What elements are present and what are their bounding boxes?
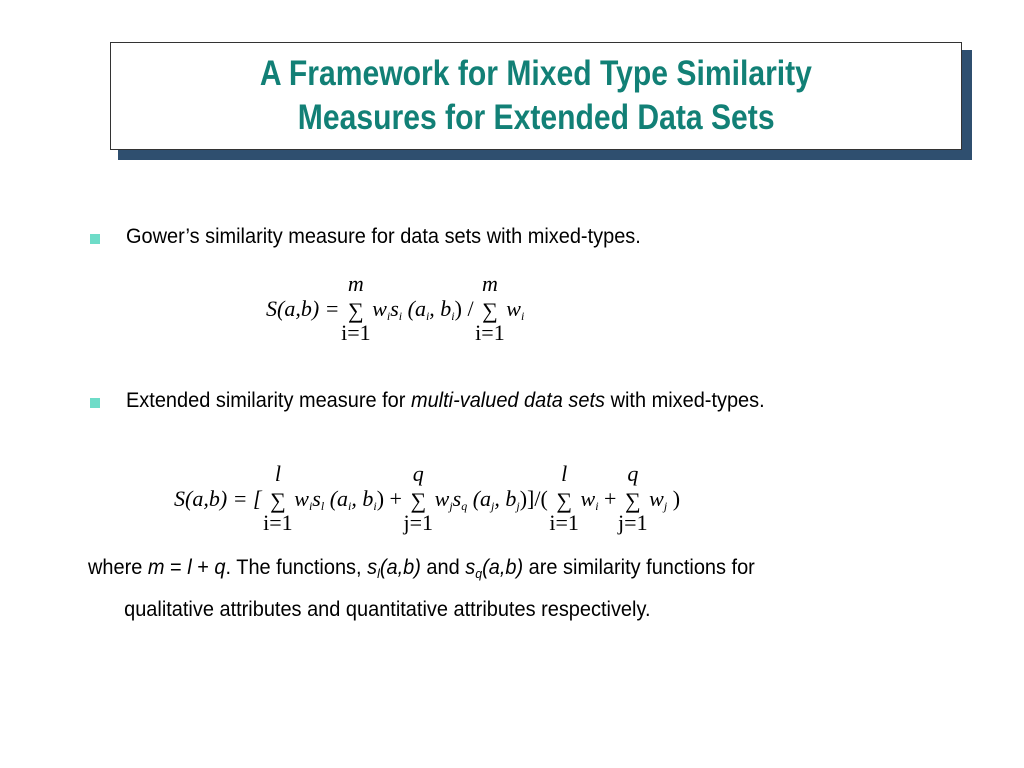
explanation-line-2: qualitative attributes and quantitative attributes respectively.: [124, 598, 651, 621]
slide-title-line-2: Measures for Extended Data Sets: [297, 98, 775, 137]
gower-formula: S(a,b) = m ∑ i=1 $w_is_i$ ($a_i$, $b_i$) / m ∑ i=1 $w_i$: [266, 270, 525, 345]
bullet-square-icon: [90, 234, 100, 244]
sum-symbol: m ∑ i=1: [475, 270, 505, 345]
slide-title-line-1: A Framework for Mixed Type Similarity: [260, 54, 812, 93]
sum-symbol: m ∑ i=1: [341, 270, 371, 345]
bullet-text-extended: Extended similarity measure for multi-valued data sets with mixed-types.: [126, 389, 765, 412]
bullet-text-gower: Gower’s similarity measure for data sets with mixed-types.: [126, 225, 641, 248]
sum-symbol: q ∑ j=1: [403, 460, 434, 535]
sum-symbol: q ∑ j=1: [618, 460, 648, 535]
slide-title-box: [110, 42, 962, 150]
extended-formula: S(a,b) = [ l ∑ i=1 $w_is_l$ ($a_i$, $b_i$) + q ∑ j=1 $w_js_q$ ($a_j$, $b_j)]/$( l ∑ i=1 $w_i$ + q ∑ j=1 $w_j$ ): [174, 460, 681, 535]
explanation-line-1: where m = l + q. The functions, sl(a,b) and sq(a,b) are similarity functions for: [88, 556, 755, 581]
sum-symbol: l ∑ i=1: [263, 460, 293, 535]
bullet-square-icon: [90, 398, 100, 408]
sum-symbol: l ∑ i=1: [549, 460, 579, 535]
explanation-paragraph: [88, 550, 848, 628]
formula-lhs: S(a,b) =: [266, 296, 340, 321]
